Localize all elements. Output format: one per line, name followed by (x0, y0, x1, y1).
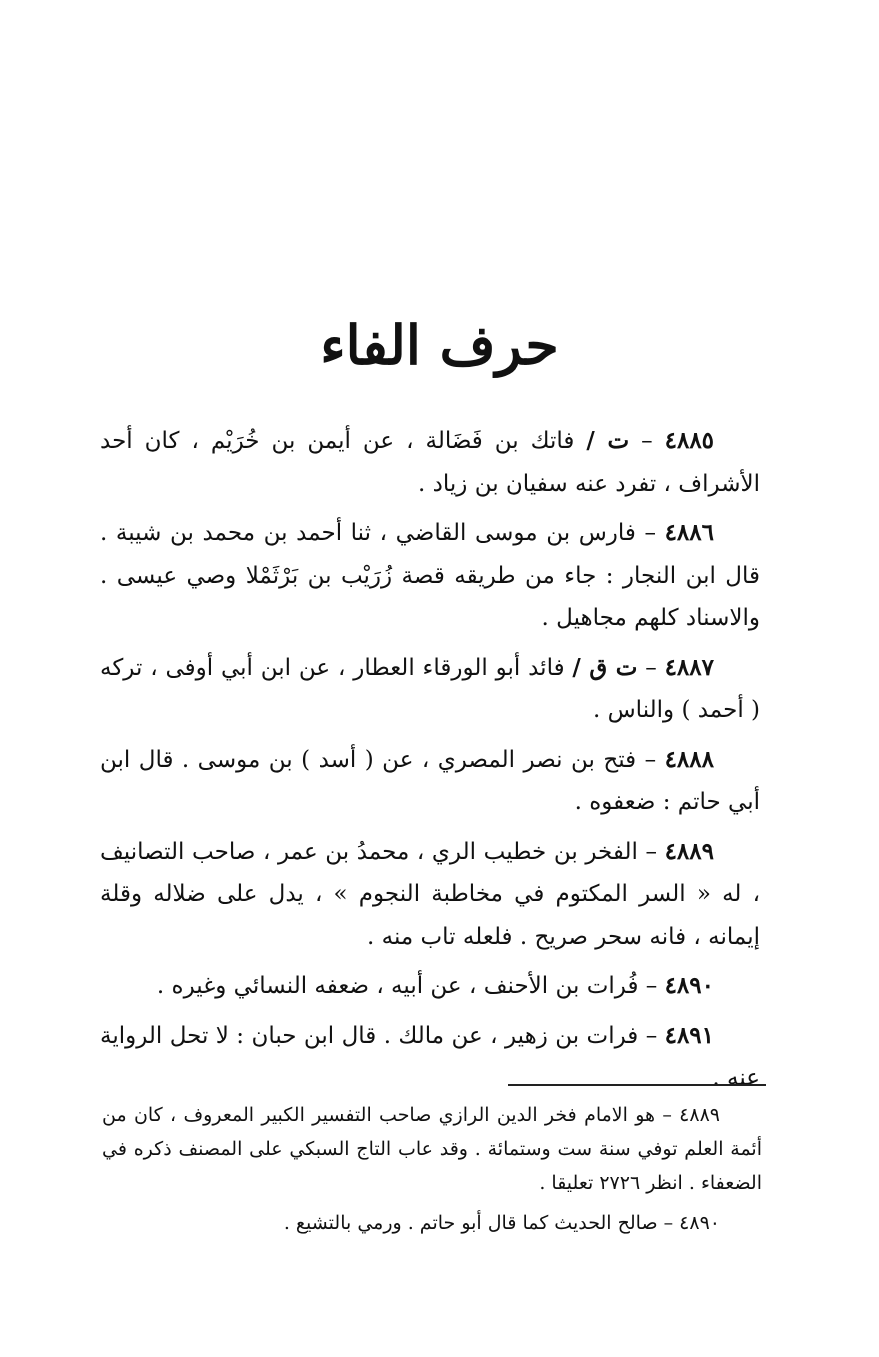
footnote-text: صالح الحديث كما قال أبو حاتم . ورمي بالتشيع . (283, 1212, 658, 1234)
entry-4885 (100, 420, 760, 505)
entry-dash: – (645, 1022, 658, 1049)
entry-4889 (100, 831, 760, 959)
entry-number: ٤٨٩٠ (664, 972, 714, 999)
entry-4890 (100, 965, 760, 1008)
footnote-separator (508, 1084, 766, 1086)
footnote-text: هو الامام فخر الدين الرازي صاحب التفسير الكبير المعروف ، كان من أئمة العلم توفي سنة ست وستمائة . وقد عاب التاج السبكي على المصنف ذكره في الضعفاء . انظر ٢٧٢٦ تعليقا . (102, 1104, 762, 1194)
entry-number: ٤٨٩١ (664, 1021, 715, 1049)
entry-4891 (100, 1015, 760, 1100)
entry-text: فُرات بن الأحنف ، عن أبيه ، ضعفه النسائي وغيره . (156, 973, 639, 999)
entry-4887 (100, 647, 760, 732)
footnote-number: ٤٨٩٠ (679, 1212, 720, 1234)
entry-sigla: ت ق / (572, 653, 638, 681)
entry-number: ٤٨٨٨ (664, 745, 714, 773)
entry-dash: – (645, 654, 657, 681)
entry-number: ٤٨٨٧ (664, 653, 714, 681)
entry-number: ٤٨٨٩ (664, 837, 714, 865)
entry-dash: – (645, 838, 657, 865)
entry-text: فائد أبو الورقاء العطار ، عن ابن أبي أوفى ، تركه ( أحمد ) والناس . (100, 654, 760, 723)
chapter-title: حرف الفاء (320, 313, 559, 377)
footnote-dash: – (662, 1104, 672, 1126)
entry-text: فتح بن نصر المصري ، عن ( أسد ) بن موسى . قال ابن أبي حاتم : ضعفوه . (100, 746, 760, 815)
entry-number: ٤٨٨٥ (664, 427, 715, 454)
entry-sigla: ت / (586, 427, 630, 454)
entries-list (100, 420, 760, 1107)
entry-text: فارس بن موسى القاضي ، ثنا أحمد بن محمد بن شيبة . قال ابن النجار : جاء من طريقه قصة زُرَيْب بن بَرْثَمْلا وصي عيسى . والاسناد كلهم مجاهيل . (100, 520, 760, 631)
footnotes (102, 1098, 762, 1246)
footnote-dash: – (663, 1212, 674, 1234)
entry-text: الفخر بن خطيب الري ، محمدُ بن عمر ، صاحب التصانيف ، له « السر المكتوم في مخاطبة النجوم » ، يدل على ضلاله وقلة إيمانه ، فانه سحر صريح . فلعله تاب منه . (100, 838, 760, 950)
entry-dash: – (641, 428, 653, 454)
entry-dash: – (644, 520, 656, 546)
entry-text: فاتك بن فَضَالة ، عن أيمن بن خُرَيْم ، كان أحد الأشراف ، تفرد عنه سفيان بن زياد . (100, 428, 760, 497)
entry-dash: – (645, 973, 658, 999)
entry-text: فرات بن زهير ، عن مالك . قال ابن حبان : لا تحل الرواية عنه . (100, 1022, 760, 1091)
footnote-number: ٤٨٨٩ (679, 1104, 720, 1126)
entry-number: ٤٨٨٦ (664, 519, 714, 546)
entry-dash: – (644, 746, 657, 773)
footnote-4889 (102, 1098, 762, 1200)
footnote-4890 (102, 1206, 762, 1240)
entry-4888 (100, 739, 760, 824)
entry-4886 (100, 512, 760, 640)
